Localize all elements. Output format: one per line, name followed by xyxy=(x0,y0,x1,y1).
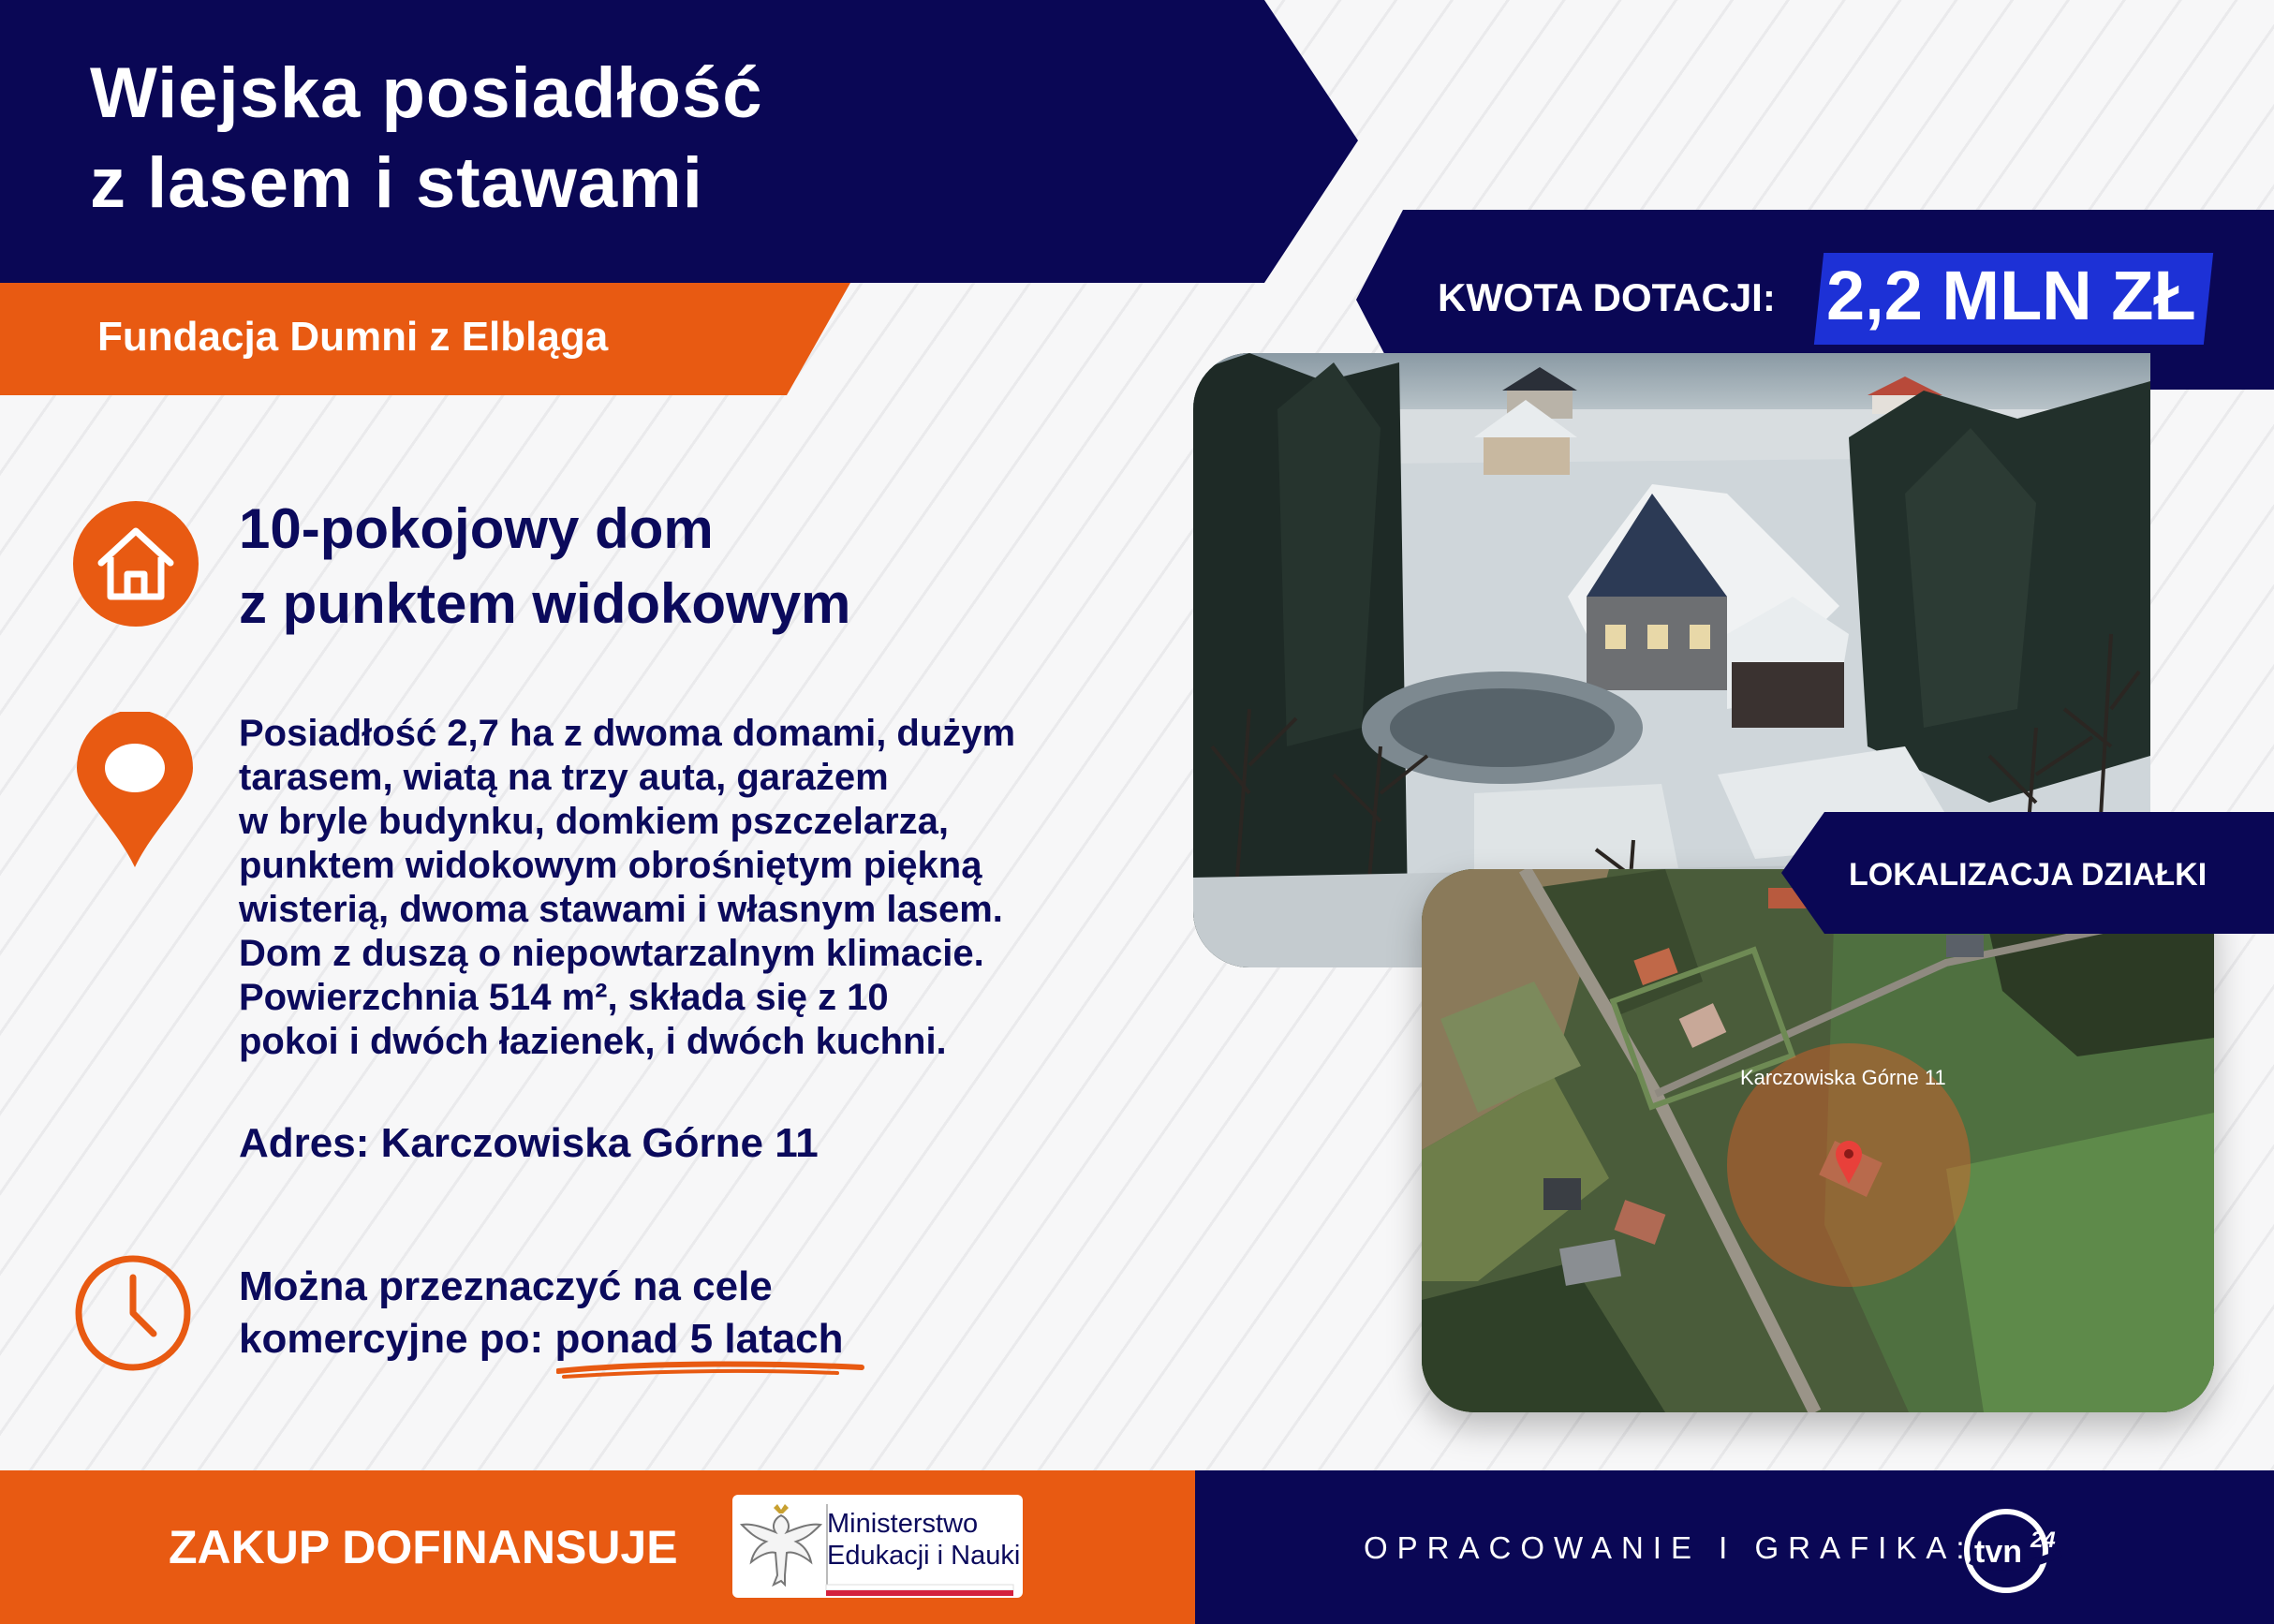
property-address: Adres: Karczowiska Górne 11 xyxy=(239,1120,819,1166)
title-line-2: z lasem i stawami xyxy=(90,143,703,223)
foundation-name: Fundacja Dumni z Elbląga xyxy=(97,314,609,360)
description-line: wisterią, dwoma stawami i własnym lasem. xyxy=(239,889,1003,930)
description-line: Dom z duszą o niepowtarzalnym klimacie. xyxy=(239,933,984,974)
description-line: punktem widokowym obrośniętym piękną xyxy=(239,845,982,886)
map-marker-label: Karczowiska Górne 11 xyxy=(1740,1066,1946,1089)
location-map[interactable] xyxy=(1422,869,2214,1412)
location-pin-icon xyxy=(77,712,193,867)
ministry-name-line-1: Ministerstwo xyxy=(827,1509,979,1539)
location-banner-label: LOKALIZACJA DZIAŁKI xyxy=(1849,857,2208,893)
tvn-logo-text: tvn xyxy=(1974,1534,2022,1570)
commercial-use-note xyxy=(239,1261,844,1366)
feature-heading-line-1: 10-pokojowy dom xyxy=(239,497,714,560)
property-description xyxy=(239,712,1063,1064)
commercial-line-1: Można przeznaczyć na cele xyxy=(239,1263,773,1309)
title-line-1: Wiejska posiadłość xyxy=(90,53,763,133)
credit-label: OPRACOWANIE I GRAFIKA: xyxy=(1364,1530,1974,1565)
house-icon xyxy=(73,501,199,627)
description-line: tarasem, wiatą na trzy auta, garażem xyxy=(239,757,889,798)
underline-stroke xyxy=(556,1358,865,1380)
ministry-name-line-2: Edukacji i Nauki xyxy=(827,1541,1021,1571)
description-line: pokoi i dwóch łazienek, i dwóch kuchni. xyxy=(239,1021,947,1062)
feature-heading-line-2: z punktem widokowym xyxy=(239,572,851,635)
description-line: Posiadłość 2,7 ha z dwoma domami, dużym xyxy=(239,713,1016,754)
commercial-highlight-text: ponad 5 latach xyxy=(554,1316,844,1362)
satellite-map-illustration xyxy=(1422,869,2214,1412)
grant-amount: 2,2 MLN ZŁ xyxy=(1826,257,2196,334)
tvn-logo-number: 24 xyxy=(2030,1528,2056,1553)
ministry-name xyxy=(827,1508,1020,1572)
grant-label: KWOTA DOTACJI: xyxy=(1438,275,1776,319)
clock-icon xyxy=(73,1253,193,1373)
commercial-prefix: komercyjne po: xyxy=(239,1316,544,1362)
commercial-line-2 xyxy=(239,1313,844,1366)
commercial-highlight xyxy=(554,1313,843,1366)
feature-heading xyxy=(239,492,850,642)
page-title xyxy=(90,49,762,229)
tvn24-logo-graphic xyxy=(1950,1504,2072,1598)
tvn24-logo[interactable] xyxy=(1950,1504,2072,1598)
sponsor-label: ZAKUP DOFINANSUJE xyxy=(169,1521,678,1573)
description-line: Powierzchnia 514 m², składa się z 10 xyxy=(239,977,889,1018)
description-line: w bryle budynku, domkiem pszczelarza, xyxy=(239,801,950,842)
